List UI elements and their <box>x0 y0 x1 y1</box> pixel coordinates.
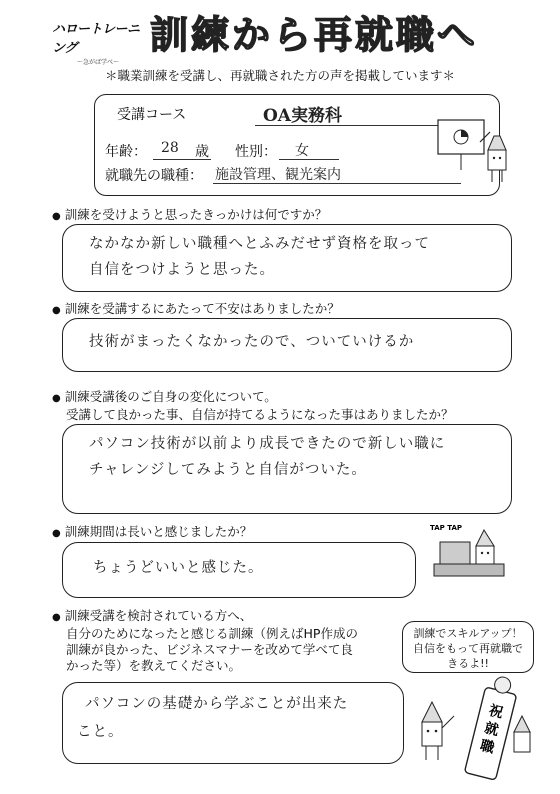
computer-illustration <box>428 518 514 582</box>
logo-subtext: ～急がば学べ～ <box>76 59 119 66</box>
bubble-line-3: きるよ!! <box>447 657 489 670</box>
presentation-illustration <box>436 116 516 188</box>
bubble-line-2: 自信をもって再就職で <box>413 642 523 655</box>
bullet-icon: ● <box>52 305 61 316</box>
tap-text: TAP TAP <box>430 524 462 532</box>
question-4-text: 訓練期間は長いと感じましたか？ <box>64 524 253 539</box>
answer-box-1 <box>62 224 512 292</box>
answer-4-line-1: ちょうどいいと感じた。 <box>93 560 264 576</box>
badge-text: 祝就職 <box>478 702 505 757</box>
question-4 <box>52 524 252 542</box>
question-1 <box>52 207 327 225</box>
age-label: 年齢： <box>105 144 147 160</box>
answer-5-line-1: パソコンの基礎から学ぶことが出来た <box>85 696 349 712</box>
question-5-text-2: 自分のためになったと感じる訓練（例えばHP作成の <box>66 626 358 641</box>
question-3 <box>52 389 454 423</box>
bullet-icon: ● <box>52 528 61 539</box>
answer-box-2 <box>62 318 512 372</box>
gender-underline <box>279 159 339 160</box>
bullet-icon: ● <box>52 393 61 404</box>
answer-box-5 <box>62 682 404 764</box>
answer-1-line-1: なかなか新しい職種へとふみだせず資格を取って <box>89 236 430 252</box>
answer-box-4 <box>62 542 416 598</box>
question-3-text: 訓練受講後のご自身の変化について。 <box>64 389 277 404</box>
gender-label: 性別： <box>235 144 277 160</box>
job-value: 施設管理、観光案内 <box>215 167 341 183</box>
answer-3-line-1: パソコン技術が以前より成長できたので新しい職に <box>89 436 446 452</box>
page-subtitle: ＊職業訓練を受講し、再就職された方の声を掲載しています＊ <box>104 68 455 83</box>
job-label: 就職先の職種： <box>105 168 203 184</box>
age-unit: 歳 <box>195 144 209 160</box>
question-2-text: 訓練を受講するにあたって不安はありましたか？ <box>64 301 340 316</box>
character-icon <box>422 702 454 760</box>
question-2 <box>52 301 340 319</box>
answer-box-3 <box>62 424 512 514</box>
answer-1-line-2: 自信をつけようと思った。 <box>89 262 275 278</box>
page-title: 訓練から再就職へ <box>150 13 479 57</box>
bubble-line-1: 訓練でスキルアップ！ <box>413 627 523 640</box>
question-5 <box>52 608 358 674</box>
speech-bubble <box>402 621 534 673</box>
logo <box>52 18 144 66</box>
badge-icon <box>464 676 520 780</box>
bullet-icon: ● <box>52 211 61 222</box>
question-5-text-4: かった等）を教えてください。 <box>66 658 242 673</box>
gender-value: 女 <box>295 143 309 159</box>
answer-5-line-2: こと。 <box>77 724 124 740</box>
question-5-text-3: 訓練が良かった、ビジネスマナーを改めて学べて良 <box>66 642 353 657</box>
answer-2-line-1: 技術がまったくなかったので、ついていけるか <box>89 334 415 350</box>
age-value: 28 <box>161 140 179 156</box>
celebration-illustration <box>414 676 534 786</box>
logo-text: ハロートレーニング <box>52 21 140 55</box>
course-label: 受講コース <box>117 107 187 123</box>
bullet-icon: ● <box>52 612 61 623</box>
question-5-text: 訓練受講を検討されている方へ、 <box>64 608 253 623</box>
question-3-text-2: 受講して良かった事、自信が持てるようになった事はありましたか？ <box>66 407 454 422</box>
answer-3-line-2: チャレンジしてみようと自信がついた。 <box>89 462 367 478</box>
question-1-text: 訓練を受けようと思ったきっかけは何ですか？ <box>64 207 328 222</box>
course-value: OA実務科 <box>263 106 342 126</box>
